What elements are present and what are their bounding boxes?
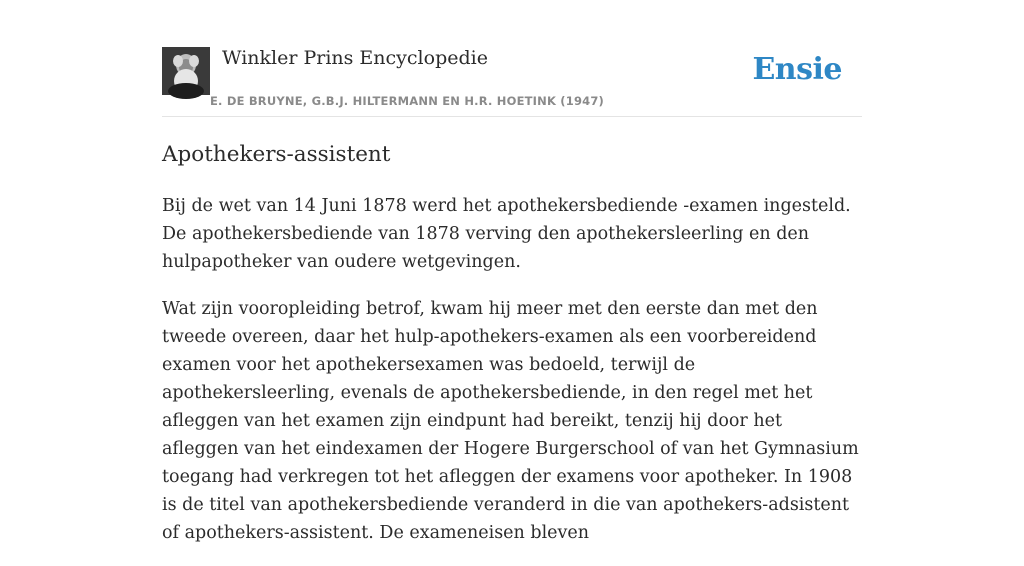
portrait-image (162, 47, 210, 95)
site-header (162, 46, 862, 117)
site-title[interactable]: Winkler Prins Encyclopedie (222, 47, 488, 69)
article-body (162, 192, 862, 566)
author-avatar[interactable] (162, 47, 210, 95)
article-paragraph: Wat zijn vooropleiding betrof, kwam hij meer met den eerste dan met den tweede overeen, daar het hulp-apothekers-examen als een voorbereidend examen voor het apothekersexamen was bedoeld, terwijl de apothekersleerling, evenals de apothekersbediende, in den regel met het afleggen van het examen zijn eindpunt had bereikt, tenzij hij door het afleggen van het eindexamen der Hogere Burgerschool of van het Gymnasium toegang had verkregen tot het afleggen der examens voor apotheker. In 1908 is de titel van apothekersbediende veranderd in die van apothekers-adsistent of apothekers-assistent. De exameneisen bleven (162, 299, 859, 543)
article-title: Apothekers-assistent (162, 142, 391, 167)
author-byline: E. DE BRUYNE, G.B.J. HILTERMANN EN H.R. HOETINK (1947) (210, 94, 605, 108)
article-paragraph: Bij de wet van 14 Juni 1878 werd het apothekersbediende -examen ingesteld. De apothekersbediende van 1878 verving den apothekersleerling en den hulpapotheker van oudere wetgevingen. (162, 196, 851, 272)
ensie-logo[interactable]: Ensie (752, 52, 842, 87)
